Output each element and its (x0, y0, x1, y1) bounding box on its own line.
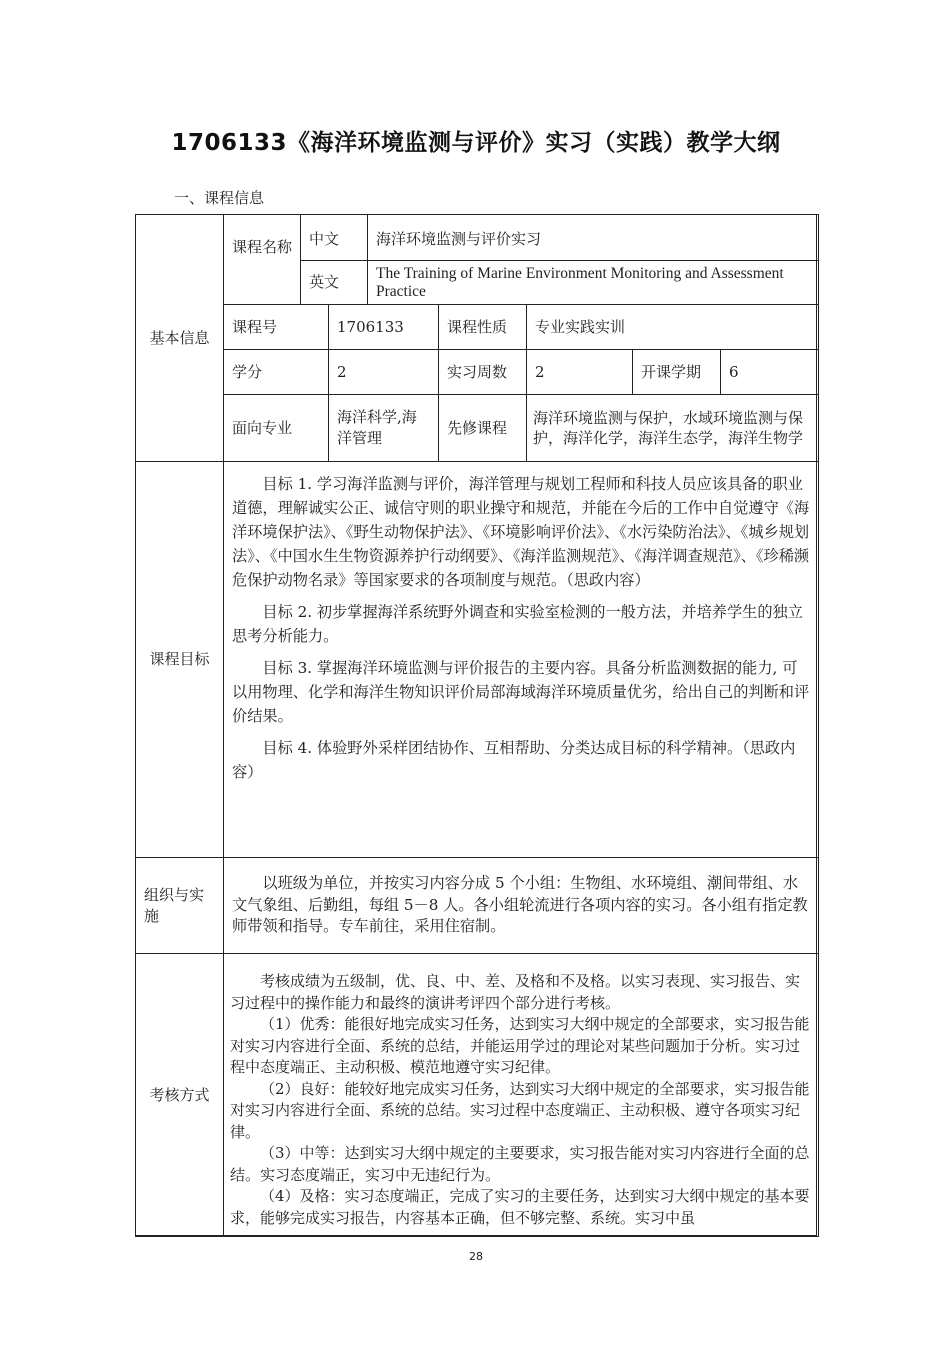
organization-text: 以班级为单位，并按实习内容分成 5 个小组：生物组、水环境组、潮间带组、水文气象组、后勤组，每组 5－8 人。各小组轮流进行各项内容的实习。各小组有指定教师带领和指导。专车前往，采用住宿制。 (232, 874, 808, 936)
page-title: 1706133《海洋环境监测与评价》实习（实践）教学大纲 (171, 130, 781, 156)
objectives-label: 课程目标 (135, 461, 224, 858)
english-course-name: The Training of Marine Environment Monitoring and Assessment Practice (367, 260, 819, 305)
semester: 6 (720, 349, 819, 395)
course-info-table (135, 214, 817, 1236)
credit-label: 学分 (223, 349, 329, 395)
course-nature-label: 课程性质 (438, 304, 527, 350)
prereq-label: 先修课程 (438, 394, 527, 462)
assessment-medium: （3）中等：达到实习大纲中规定的主要要求，实习报告能对实习内容进行全面的总结。实习态度端正，实习中无违纪行为。 (230, 1144, 810, 1184)
page-number: 28 (469, 1250, 483, 1263)
objectives-content (223, 461, 819, 858)
assessment-content (223, 953, 819, 1237)
chinese-course-name: 海洋环境监测与评价实习 (367, 214, 819, 261)
course-no-label: 课程号 (223, 304, 329, 350)
objective-2: 目标 2. 初步掌握海洋系统野外调查和实验室检测的一般方法，并培养学生的独立思考分析能力。 (232, 603, 803, 645)
organization-content (223, 857, 819, 954)
chinese-label: 中文 (300, 214, 368, 261)
organization-label: 组织与实施 (135, 857, 224, 954)
major: 海洋科学,海洋管理 (328, 394, 439, 462)
assessment-label: 考核方式 (135, 953, 224, 1237)
objective-1: 目标 1. 学习海洋监测与评价，海洋管理与规划工程师和科技人员应该具备的职业道德，理解诚实公正、诚信守则的职业操守和规范，并能在今后的工作中自觉遵守《海洋环境保护法》、《野生动物保护法》、《环境影响评价法》、《水污染防治法》、《城乡规划法》、《中国水生生物资源养护行动纲要》、《海洋监测规范》、《海洋调查规范》、《珍稀濒危保护动物名录》等国家要求的各项制度与规范。（思政内容） (232, 475, 810, 589)
objective-4: 目标 4. 体验野外采样团结协作、互相帮助、分类达成目标的科学精神。（思政内容） (232, 739, 796, 781)
weeks: 2 (526, 349, 633, 395)
major-label: 面向专业 (223, 394, 329, 462)
assessment-pass: （4）及格：实习态度端正，完成了实习的主要任务，达到实习大纲中规定的基本要求，能够完成实习报告，内容基本正确，但不够完整、系统。实习中虽 (230, 1187, 810, 1227)
section-heading: 一、课程信息 (174, 189, 265, 207)
semester-label: 开课学期 (632, 349, 721, 395)
assessment-intro: 考核成绩为五级制，优、良、中、差、及格和不及格。以实习表现、实习报告、实习过程中的操作能力和最终的演讲考评四个部分进行考核。 (230, 972, 801, 1012)
objective-3: 目标 3. 掌握海洋环境监测与评价报告的主要内容。具备分析监测数据的能力, 可以用物理、化学和海洋生物知识评价局部海域海洋环境质量优劣，给出自己的判断和评价结果。 (232, 659, 810, 725)
prereq: 海洋环境监测与保护，水域环境监测与保护，海洋化学，海洋生态学，海洋生物学 (526, 394, 819, 462)
assessment-excellent: （1）优秀：能很好地完成实习任务，达到实习大纲中规定的全部要求，实习报告能对实习内容进行全面、系统的总结，并能运用学过的理论对某些问题加于分析。实习过程中态度端正、主动积极、模范地遵守实习纪律。 (230, 1015, 810, 1076)
assessment-good: （2）良好：能较好地完成实习任务，达到实习大纲中规定的全部要求，实习报告能对实习内容进行全面、系统的总结。实习过程中态度端正、主动积极、遵守各项实习纪律。 (230, 1079, 810, 1141)
course-nature: 专业实践实训 (526, 304, 819, 350)
basic-info-label: 基本信息 (135, 214, 224, 462)
course-no: 1706133 (328, 304, 439, 350)
course-name-label: 课程名称 (223, 214, 301, 305)
credit: 2 (328, 349, 439, 395)
english-label: 英文 (300, 260, 368, 305)
weeks-label: 实习周数 (438, 349, 527, 395)
